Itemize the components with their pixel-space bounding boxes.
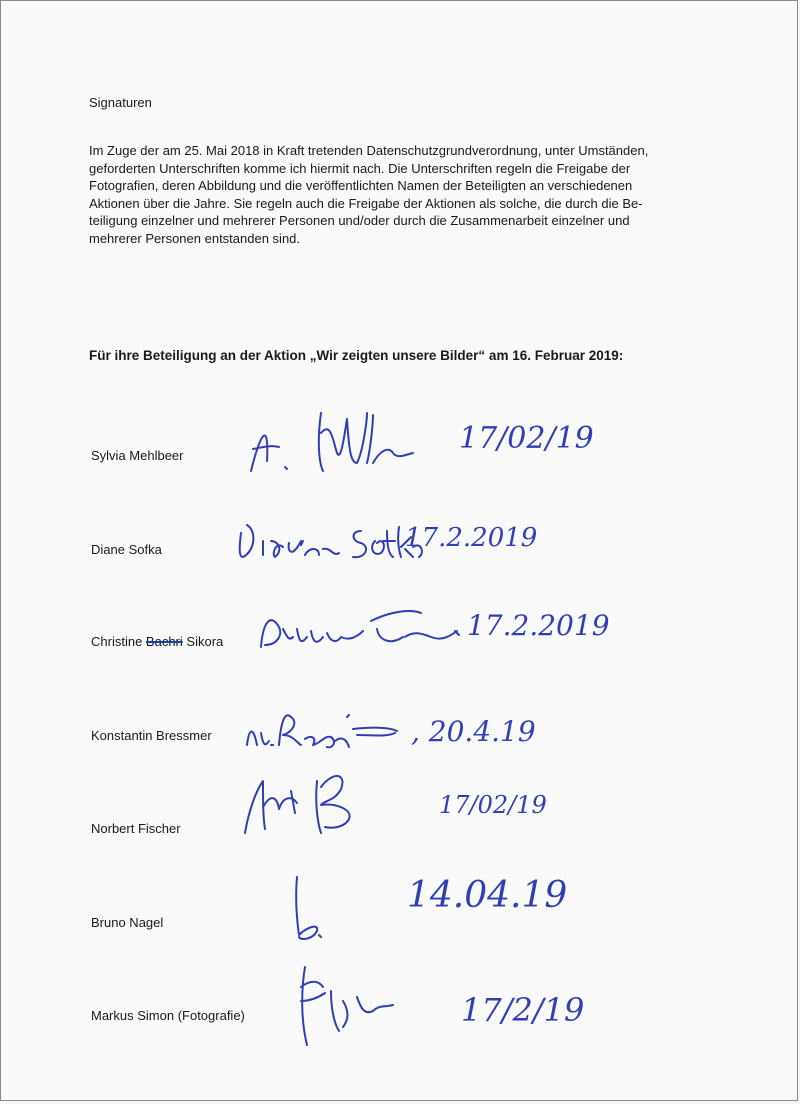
signature-sylvia-mehlbeer [251,413,413,471]
signature-date: 17/02/19 [459,421,594,456]
intro-paragraph: Im Zuge der am 25. Mai 2018 in Kraft tretenden Datenschutzgrundverordnung, unter Umständen, geforderten Unterschriften komme ich hiermit nach. Die Unterschriften regeln die Freigabe der Fotografien, deren Abbildung und die veröffentlichten Namen der Beteiligten an verschiedenen Aktionen über die Jahre. Sie regeln auch die Freigabe der Aktionen als solche, die durch die Be- teiligung einzelner und mehrerer Personen und/oder durch die Zusammenarbeit einzelner und mehrerer Personen entstanden sind. [89,143,649,246]
participant-name: Bruno Nagel [91,915,164,930]
struck-out-name: Bachri [145,634,183,649]
signature-bruno-nagel [296,877,321,939]
signature-date: 17/2/19 [461,991,585,1029]
signature-diane-sofka [240,525,422,557]
participant-name: Sylvia Mehlbeer [91,448,184,463]
signature-date: 17.2.2019 [405,523,538,553]
signature-date: 14.04.19 [407,875,568,916]
signature-date: 17/02/19 [439,791,547,819]
signature-konstantin-bressmer [247,715,397,747]
participant-first-name: Christine [91,634,143,649]
participant-last-name: Sikora [186,634,224,649]
document-heading: Signaturen [89,95,152,110]
participant-name: Norbert Fischer [91,821,181,836]
participant-name: Diane Sofka [91,542,162,557]
signature-christine-sikora [261,611,459,647]
participant-name: Markus Simon (Fotografie) [91,1008,245,1023]
participant-name [91,634,223,649]
participant-name: Konstantin Bressmer [91,728,212,743]
signature-markus-simon [301,967,393,1045]
event-line: Für ihre Beteiligung an der Aktion „Wir zeigten unsere Bilder“ am 16. Februar 2019: [89,348,624,363]
signature-norbert-fischer [245,776,350,833]
signature-date: 17.2.2019 [467,609,610,642]
signature-date: , 20.4.19 [411,715,536,748]
